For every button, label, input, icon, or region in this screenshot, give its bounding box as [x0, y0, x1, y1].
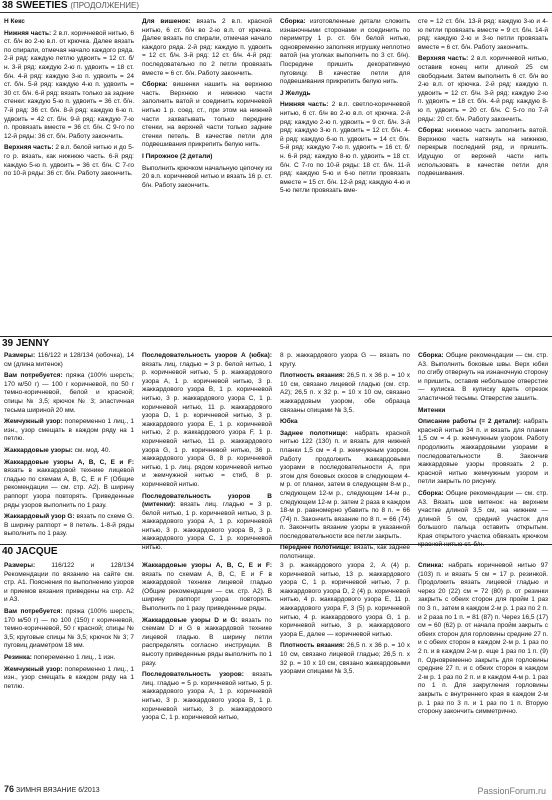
paragraph	[4, 513, 134, 539]
section-divider	[0, 336, 552, 337]
paragraph-text: пряжа (100% шерсть; 170 м/50 г) — 100 г коричневой, по 50 г темно-коричневой, белой и красной; спицы № 3,5; крючок № 3; эластичная тесьма шириной 20 мм.	[4, 372, 134, 414]
paragraph-heading: Последовательность узоров A (юбка):	[142, 352, 272, 359]
paragraph	[4, 18, 134, 27]
paragraph	[418, 18, 548, 52]
paragraph-text: набрать коричневой нитью 97 (103) п. и вязать 5 см = 17 р. резинкой. Продолжить вязать лицевой гладью и через 20 (22) см = 72 (80) р. от резинки закрыть с обеих сторон для пройм 1 раз по 3 п., затем в каждом 2-м р. 1 раз по 2 п. и 2 раза по 1 п. = 81 (87) п. Через 16,5 (17) см = 60 (62) р. от начала пройм закрыть с обеих сторон для горловины средние 27 п. и с обеих сторон в каждом 2-м р. 1 раз по 2 п. и в каждом 2-м р. еще 1 раз по 1 п. (9) п. Одновременно закрыть для горловины средние 27 п. и с обеих сторон в каждом 2-м р. 1 раз по 2 п. и в каждом 4-м р. 1 раз по 1 п. Для закругления горловины закрыть с внутреннего края в каждом 2-м р. 1 раз по 3 п. и 1 раз по 1 п. Вторую сторону закончить симметрично.	[418, 562, 548, 716]
paragraph-text: 8 р. жаккардового узора G — вязать по кругу.	[280, 352, 410, 368]
paragraph-heading: Юбка	[280, 418, 298, 426]
section3-column3	[280, 562, 410, 780]
paragraph-heading: Плотность вязания:	[280, 372, 345, 380]
section1-column3	[280, 18, 410, 338]
section2-title: 39 JENNY	[2, 338, 50, 349]
paragraph	[142, 81, 272, 150]
paragraph-heading: Жемчужный узор:	[4, 665, 63, 673]
section3-column2	[142, 562, 272, 780]
paragraph-heading: Нижняя часть:	[280, 101, 329, 109]
paragraph	[280, 101, 410, 196]
section3-column4	[418, 562, 548, 780]
paragraph-heading: Вам потребуется:	[4, 607, 63, 615]
paragraph-text: 2 в.п. светло-коричневой нитью, 6 ст. б/н во 2-ю в.п. от крючка. 2-й ряд: каждую 2-ю п. удвоить = 9 ст. б/н. 3-й ряд: каждую 3-ю п. удвоить = 12 ст. б/н. 4-й ряд: каждую 6-ю п. удвоить = 14 ст. б/н. 5-й ряд: каждую 7-ю п. удвоить = 16 ст. б/н. 6-й ряд: каждую 8-ю п. удвоить = 18 ст. б/н. С 7-го по 10-й ряды: 18 ст. б/н. 11-й ряд: каждую 5-ю и 6-ю петли провязать вместе = 15 ст. б/н. 12-й ряд: каждую 4-ю и 5-ю петли провязать вме-	[280, 101, 411, 195]
page-footer	[4, 784, 100, 794]
paragraph-text: 2 в.п. коричневой нитью, оставив конец нити длиной 25 см свободным. Затем выполнить 6 ст. б/н во 2-ю в.п. от крючка. 2-й ряд: каждую п. удвоить = 12 ст. б/н. 3-й ряд: каждую 2-ю п. удвоить = 18 ст. б/н. 4-й ряд: каждую 8-ю п. удвоить = 20 ст. б/н. С 5-го по 7-й ряды: 20 ст. б/н. Работу закончить.	[418, 55, 548, 123]
paragraph-text: набрать красной нитью 34 п. и вязать для планки 1,5 см = 4 р. жемчужным узором. Работу продолжить жаккардовыми узорами в последовательности B. Закончив жаккардовые узоры провязать 2 р. красной нитью жемчужным узором и петли закрыть по рисунку.	[418, 418, 548, 486]
paragraph-text: 26,5 п. х 36 р. = 10 х 10 см, связано лицевой гладью (см. стр. A2); 26,5 п. х 32 р. = 10 х 10 см, связано жаккардовым узором, обе образца связаны спицами № 3,5.	[280, 372, 410, 414]
paragraph	[142, 165, 272, 191]
paragraph-heading: Нижняя часть:	[4, 29, 52, 37]
paragraph-text: Выполнить крючком начальную цепочку из 20 в.п. коричневой нитью и вязать 16 р. ст. б/н. Работу закончить.	[142, 164, 272, 189]
paragraph-text: 2 в.п. коричневой нитью, 6 ст. б/н во 2-ю в.п. от крючка. Далее вязать по спирали, отмечая начало каждого ряда. 2-й ряд: каждую петлю удвоить = 12 ст. б/н. 3-й ряд: каждую 2-ю п. удвоить = 18 ст. б/н. 4-й ряд: каждую 3-ю п. удвоить = 24 ст. б/н. 5-й ряд: каждую 4-ю п. удвоить = 30 ст. б/н. 6-й ряд: вязать только за задние стенки: каждую 5-ю п. удвоить = 36 ст. б/н. 7-й ряд: 36 ст. б/н. 8-й ряд: каждую 6-ю п. удвоить = 42 ст. б/н. 9-й ряд: каждую 7-ю п. провязать вместе = 36 ст. б/н. С 9-го по 12-й ряды: 36 ст. б/н. Работу закончить.	[4, 29, 134, 140]
paragraph-heading: Сборка:	[418, 127, 444, 135]
paragraph	[4, 144, 134, 178]
paragraph-text: 116/122 и 128/134 Рекомендации по вязанию на сайте см. стр. A1. Пояснения по выполнению узоров и приемов вязания приведены на стр. A2 и A3.	[4, 562, 134, 604]
paragraph-heading: Верхняя часть:	[418, 55, 469, 63]
section1-column1	[4, 18, 134, 338]
paragraph-text: вязать, как заднее полотнище.	[280, 544, 411, 561]
paragraph	[4, 562, 134, 605]
paragraph-heading: Н Кекс	[4, 18, 25, 25]
paragraph	[4, 447, 134, 456]
magazine-name: ЗИМНЯ ВЯЗАНИЕ 6/2013	[15, 787, 100, 794]
paragraph	[4, 352, 134, 369]
paragraph	[418, 562, 548, 717]
paragraph	[142, 562, 272, 614]
paragraph-text: изготовленные детали сложить изнаночными сторонами и соединить по периметру 1 р. ст. б/н белой нитью, одновременно заполняя игрушку неплотно ватой (на уголках выполнить по 3 ст. б/н). Посредине пришить декоративную пуговицу. В качестве петли для подвешивания прикрепить белую нить.	[280, 18, 410, 86]
paragraph-heading: Жемчужный узор:	[4, 418, 63, 426]
section2-column3	[280, 352, 411, 561]
paragraph-heading: J Желудь	[280, 89, 311, 97]
paragraph	[4, 608, 134, 651]
paragraph-heading: Размеры:	[4, 562, 36, 569]
paragraph-text: вязать 2 в.п. красной нитью, 6 ст. б/н во 2-ю в.п. от крючка. Далее вязать по спирали, отмечая начало каждого ряда. 2-й ряд: каждую п. удвоить = 12 ст. б/н. 3-й ряд: 12 ст. б/н. 4-й ряд: последовательно по 2 петли провязать вместе = 6 ст. б/н. Работу закончить.	[142, 18, 272, 77]
paragraph-text: вязать по схемам D и G в жаккардовой технике лицевой гладью. В ширину петли распределять согласно инструкции. В высоту приведенные ряды выполнить по 1 разу.	[142, 616, 272, 667]
paragraph-text: вязать по схеме G. В ширину раппорт = 8 петель. 1-8-й ряды выполнить по 1 разу.	[4, 513, 134, 538]
paragraph-heading: Жаккардовый узор G:	[4, 513, 75, 521]
paragraph-text: вязать по схемам A, B, C, E и F в жаккардовой технике лицевой гладью (Общие рекомендации — см. стр. A2). В ширину раппорт узора повторять. Выполнить по 1 разу приведенные ряды.	[142, 570, 272, 612]
paragraph-text: см. мод. 40.	[72, 446, 111, 454]
paragraph	[280, 642, 410, 676]
section1-column4	[418, 18, 548, 338]
paragraph-text: сте = 12 ст. б/н. 13-й ряд: каждую 3-ю и 4-ю петли провязать вместе = 9 ст. б/н. 14-й ряд: каждую 2-ю и 3-ю петли провязать вместе = 6 ст. б/н. Работу закончить.	[418, 18, 548, 51]
paragraph-heading: Размеры:	[4, 352, 36, 359]
paragraph-heading: Митенки	[418, 406, 446, 414]
paragraph-text: 26,5 п. х 36 р. = 10 х 10 см, связано лицевой гладью; 26,5 п. х 32 р. = 10 х 10 см, связано жаккардовыми узорами спицами № 3,5.	[280, 642, 410, 676]
paragraph-heading: Заднее полотнище:	[280, 429, 348, 437]
page-number: 76	[4, 784, 15, 794]
paragraph	[418, 407, 548, 416]
paragraph-heading: Переднее полотнище:	[280, 544, 352, 552]
paragraph	[418, 352, 548, 404]
paragraph	[4, 654, 134, 663]
paragraph-text: вязать лиц. гладью = 5 р. коричневой нитью, 5 р. жаккардового узора A, 1 р. коричневой нитью, 3 р. жаккардового узора B, 1 р. коричневой нитью, 3 р. жаккардового узора C, 1 р. коричневой нитью,	[142, 671, 272, 722]
paragraph-heading: Жаккардовые узоры:	[4, 446, 73, 454]
paragraph-heading: Последовательность узоров:	[142, 671, 244, 679]
paragraph-text: 116/122 и 128/134 (юбочка), 14 см (длина митенок)	[4, 352, 134, 368]
paragraph	[418, 418, 548, 487]
paragraph-heading: Сборка:	[418, 489, 444, 497]
paragraph-heading: Жаккардовые узоры D и G:	[142, 616, 238, 624]
paragraph-text: 2 в.п. белой нитью и до 5-го р. вязать, как нижнюю часть. 6-й ряд: каждую 5-ю п. удвоить = 36 ст. б/н. С 7-го по 10-й ряды: 36 ст. б/н. Работу закончить.	[4, 144, 134, 178]
paragraph	[280, 90, 410, 99]
paragraph	[142, 153, 272, 162]
paragraph-text: 3 р. жаккардового узора 2, A (4) р. коричневой нитью, 13 р. жаккардового узора C, 1 р. коричневой нитью, 7 р. жаккардового узора D, 2 (4) р. коричневой нитью, 4 р. жаккардового узора E, 11 р. жаккардового узора F, 3 (5) р. коричневой нитью, 4 р. жаккардового узора G, 1 р. коричневой нитью, 3 р. жаккардового узора E, далее — коричневой нитью.	[280, 562, 410, 638]
paragraph-text: попеременно 1 лиц., 1 изн., узор смещать в каждом ряду на 1 петлю.	[4, 418, 134, 443]
paragraph-heading: Вам потребуется:	[4, 372, 63, 380]
header-title: 38 SWEETIES (ПРОДОЛЖЕНИЕ)	[2, 0, 140, 11]
paragraph	[280, 418, 410, 427]
paragraph-text: попеременно 1 лиц., 1 изн.	[31, 653, 116, 661]
paragraph-heading: Жаккардовые узоры A, B, C, E и F:	[142, 562, 272, 569]
paragraph	[280, 18, 410, 87]
paragraph-heading: Плотность вязания:	[280, 642, 345, 650]
section1-column2	[142, 18, 272, 338]
paragraph	[142, 617, 272, 669]
paragraph-text: Общие рекомендации — см. стр. A3. Выполнить боковые швы. Верх юбки по сгибу отвернуть на изнаночную сторону и пришить, оставив небольшое отверстие — кулиска. В кулиску вдеть отрезок эластичной тесьмы. Отверстие зашить.	[418, 352, 548, 402]
paragraph-heading: Для вишенок:	[142, 18, 191, 25]
paragraph	[142, 671, 272, 723]
paragraph	[280, 372, 410, 415]
paragraph-heading: Жаккардовые узоры A, B, C, E и F:	[4, 458, 134, 466]
section2-column2	[142, 352, 272, 552]
paragraph-text: пряжа (100% шерсть; 170 м/50 г) — по 100 (150) г коричневой, темно-коричневой, 50 г красной; спицы № 3,5; круговые спицы № 3,5; крючок № 3; 7 пуговиц диаметром 18 мм.	[4, 607, 134, 650]
paragraph-heading: I Пирожное (2 детали)	[142, 152, 213, 160]
paragraph-text: нижнюю часть заполнить ватой. Верхнюю часть натянуть на нижнюю, перекрыв последний ряд, и пришить. Идущую от верхней части нить использовать в качестве петли для подвешивания.	[418, 127, 548, 178]
paragraph	[4, 418, 134, 444]
paragraph	[4, 666, 134, 692]
paragraph-text: вязать лиц. гладью = 3 р. белой нитью, 1 р. коричневой нитью, 5 р. жаккардового узора A, 1 р. коричневой нитью, 3 р. жаккардового узора B, 1 р. коричневой нитью, 3 р. жаккардового узора C, 1 р. коричневой нитью, 11 р. жаккардового узора D, 1 р. коричневой нитью, 3 р. жаккардового узора E, 1 р. коричневой нитью, 2 р. жаккардового узора F, 1 р. коричневой нитью, 11 р. жаккардового узора G, 1 р. коричневой нитью, 36 р. жаккардового узора G, 8 р. коричневой нитью, 1 р. лиц. рядом коричневой нитью и жемчужной нитью = стиб, 8 р. коричневой нитью.	[142, 360, 272, 488]
paragraph-heading: Сборка:	[142, 81, 168, 89]
paragraph-heading: Резинка:	[4, 653, 32, 661]
paragraph-heading: Верхняя часть:	[4, 144, 54, 152]
paragraph-text: вязать в жаккардовой технике лицевой гладью по схемам A, B, C, E и F (Общие рекомендации — см. стр. A2). В ширину раппорт узора повторять. Приведенные ряды узоров выполнить по 1 разу.	[4, 467, 134, 509]
section3-column1	[4, 562, 134, 780]
paragraph-text: набрать красной нитью 122 (130) п. и вязать для нижней планки 1,5 см = 4 р. жемчужным узором. Работу продолжить жаккардовыми узорами в последовательности A, при этом для боковых скосов в следующем 4-м р. от планки, затем в следующем 8-м р., следующем 12-м р., следующем 14-м р., следующем 12-м р. затем 2 раза в каждом 18-м р. равномерно убавить по 8 п. = 66 (74) п. Закончить вязание по 8 п. = 66 (74) п. Закончить вязание узоры в указанной последовательности все петли закрыть.	[280, 429, 411, 540]
paragraph-text: попеременно 1 лиц., 1 изн., узор смещать в каждом ряду на 1 петлю.	[4, 665, 134, 690]
paragraph-heading: Спинка:	[418, 562, 444, 569]
paragraph-heading: Сборка:	[280, 18, 306, 25]
paragraph-heading: Описание работы (= 2 детали):	[418, 418, 521, 426]
paragraph	[4, 372, 134, 415]
section2-column1	[4, 352, 134, 542]
watermark: PassionForum.ru	[477, 786, 546, 796]
paragraph-text: вязать лиц. гладью = 3 р. белой нитью, 1 р. коричневой нитью, 3 р. жаккардового узора A, 1 р. коричневой нитью, 3 р. жаккардового узора B, 3 р. жаккардового узора C, 1 р. коричневой нитью.	[142, 501, 272, 552]
paragraph	[142, 18, 272, 78]
paragraph	[4, 459, 134, 511]
paragraph-heading: Последовательность узоров B (митенки):	[142, 492, 272, 509]
paragraph	[4, 30, 134, 142]
paragraph	[418, 55, 548, 124]
paragraph	[418, 490, 548, 550]
paragraph	[280, 544, 410, 561]
paragraph	[280, 562, 410, 639]
section-divider	[0, 544, 552, 545]
paragraph	[142, 352, 272, 490]
section2-column4	[418, 352, 548, 549]
paragraph-heading: Сборка:	[418, 352, 444, 359]
paragraph	[418, 127, 548, 179]
paragraph	[280, 352, 410, 369]
paragraph-text: Общие рекомендации — см. стр. A3. Вязать шов митенок: на верхнем участке длиной 3,5 см, на нижнем — длиной 5 см, средний участок для большого пальца оставить открытым. Края открытого участка обвязать крючком красной нитью ст. б/н.	[418, 489, 548, 549]
paragraph	[280, 430, 410, 542]
page-header	[0, 0, 552, 13]
section3-title: 40 JACQUE	[2, 546, 58, 557]
paragraph-text: вишенки нашить на верхнюю часть. Верхнюю и нижнюю части заполнить ватой и соединить коричневой нитью 1 р. соед. ст., при этом на нижней части захватывать только передние стенки, на верхней части только задние стенки петель. В качестве петли для подвешивания прикрепить белую нить.	[142, 81, 272, 149]
